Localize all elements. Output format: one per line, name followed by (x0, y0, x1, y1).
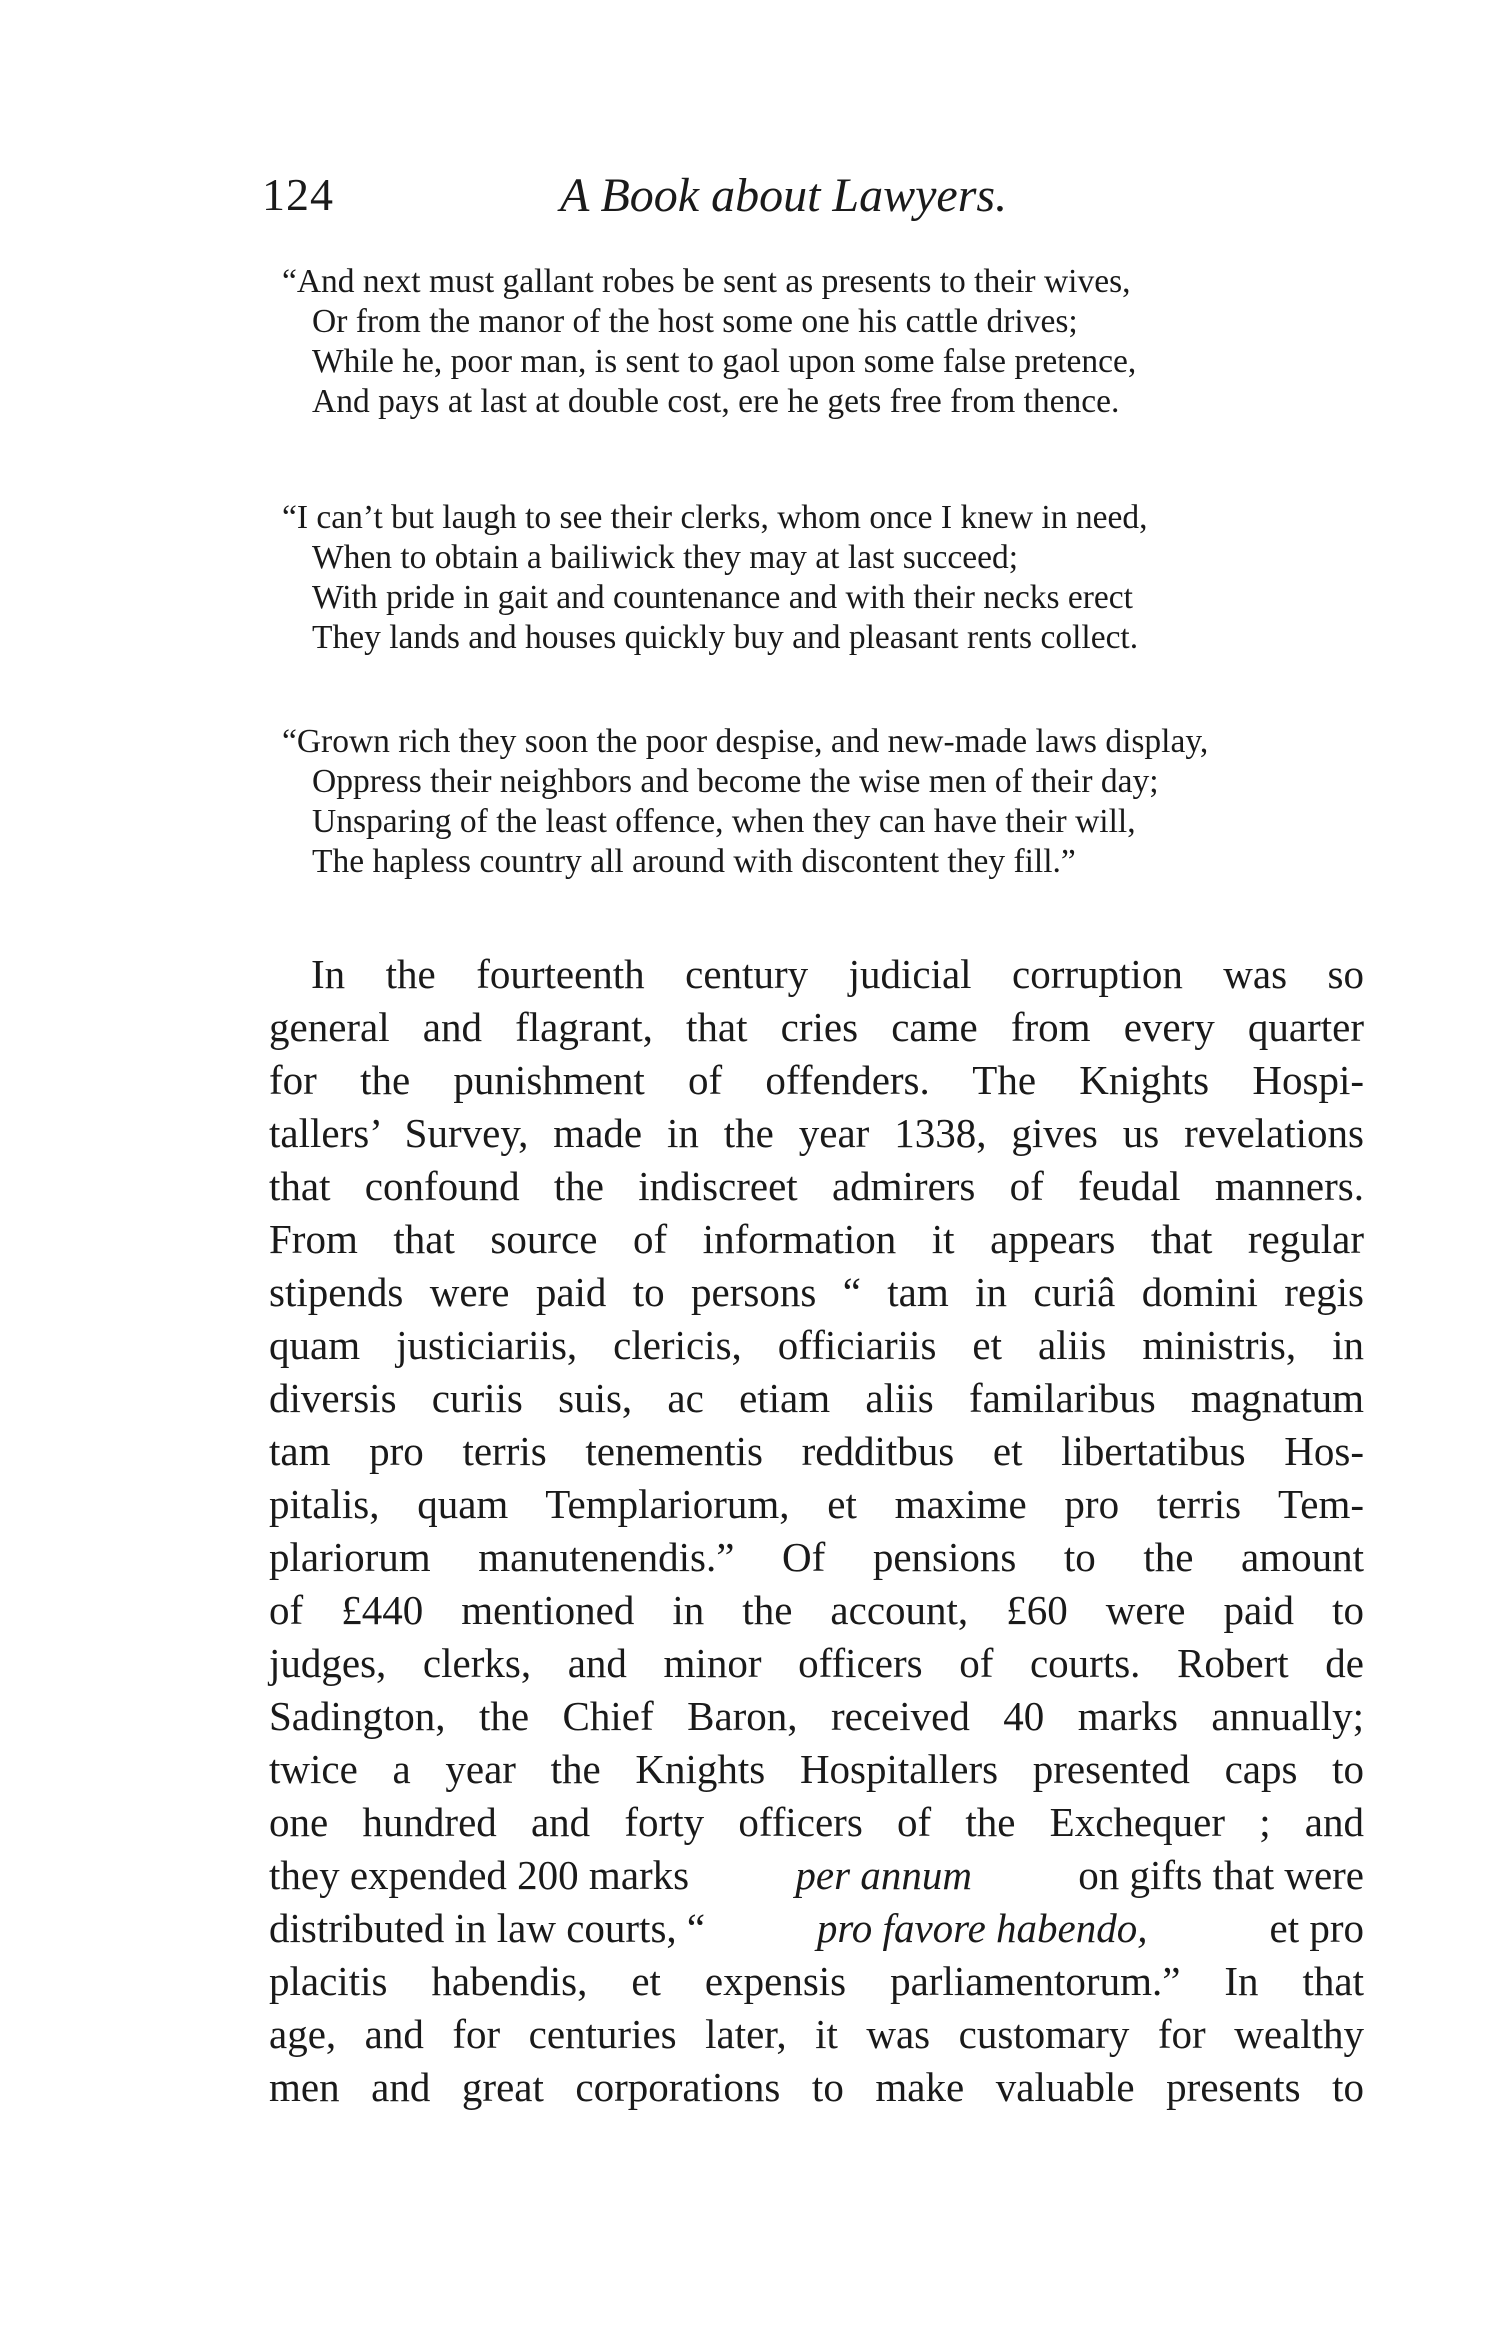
poem-line: The hapless country all around with discontent they fill.” (312, 843, 1076, 880)
body-line: pitalis, quam Templariorum, et maxime pro terris Tem- (269, 1481, 1364, 1527)
poem-line: “I can’t but laugh to see their clerks, whom once I knew in need, (282, 499, 1148, 536)
poem-line: And pays at last at double cost, ere he gets free from thence. (312, 383, 1120, 420)
poem-line: When to obtain a bailiwick they may at last succeed; (312, 539, 1019, 576)
poem-line: With pride in gait and countenance and with their necks erect (312, 579, 1133, 616)
body-line: men and great corporations to make valuable presents to (269, 2064, 1364, 2110)
body-line-end: et pro (1259, 1905, 1364, 1951)
body-line: Sadington, the Chief Baron, received 40 marks annually; (269, 1693, 1364, 1739)
poem-line: Or from the manor of the host some one his cattle drives; (312, 303, 1078, 340)
body-line: for the punishment of offenders. The Knights Hospi- (269, 1057, 1364, 1103)
poem-line: While he, poor man, is sent to gaol upon some false pretence, (312, 343, 1137, 380)
body-line: From that source of information it appears that regular (269, 1216, 1364, 1262)
page-number: 124 (262, 169, 334, 220)
poem-line: They lands and houses quickly buy and pleasant rents collect. (312, 619, 1139, 656)
body-line: that confound the indiscreet admirers of feudal manners. (269, 1163, 1364, 1209)
body-line-composite (269, 1849, 1364, 1902)
italic-phrase: pro favore habendo, (816, 1905, 1148, 1951)
body-line: tam pro terris tenementis redditbus et libertatibus Hos- (269, 1428, 1364, 1474)
body-line: placitis habendis, et expensis parliamentorum.” In that (269, 1958, 1364, 2004)
body-line-start: they expended 200 marks (269, 1852, 700, 1898)
poem-line: Unsparing of the least offence, when they can have their will, (312, 803, 1136, 840)
italic-phrase: per annum (795, 1852, 972, 1898)
body-line: stipends were paid to persons “ tam in curiâ domini regis (269, 1269, 1364, 1315)
page-header (0, 168, 1501, 238)
body-line: In the fourteenth century judicial corruption was so (311, 951, 1364, 997)
poem-line: “And next must gallant robes be sent as presents to their wives, (282, 263, 1131, 300)
body-line: judges, clerks, and minor officers of courts. Robert de (269, 1640, 1364, 1686)
body-line: age, and for centuries later, it was customary for wealthy (269, 2011, 1364, 2057)
body-line: twice a year the Knights Hospitallers presented caps to (269, 1746, 1364, 1792)
body-line-end: on gifts that were (1067, 1852, 1364, 1898)
body-line: quam justiciariis, clericis, officiariis et aliis ministris, in (269, 1322, 1364, 1368)
body-line: of £440 mentioned in the account, £60 were paid to (269, 1587, 1364, 1633)
body-line: one hundred and forty officers of the Exchequer ; and (269, 1799, 1364, 1845)
body-paragraph (269, 948, 1364, 2114)
body-line-start: distributed in law courts, “ (269, 1905, 706, 1951)
body-line: tallers’ Survey, made in the year 1338, gives us revelations (269, 1110, 1364, 1156)
poem-line: Oppress their neighbors and become the wise men of their day; (312, 763, 1159, 800)
body-line: diversis curiis suis, ac etiam aliis familaribus magnatum (269, 1375, 1364, 1421)
body-line: plariorum manutenendis.” Of pensions to the amount (269, 1534, 1364, 1580)
body-line: general and flagrant, that cries came from every quarter (269, 1004, 1364, 1050)
running-title: A Book about Lawyers. (560, 169, 1008, 222)
body-line-composite (269, 1902, 1364, 1955)
poem-line: “Grown rich they soon the poor despise, and new-made laws display, (282, 723, 1209, 760)
